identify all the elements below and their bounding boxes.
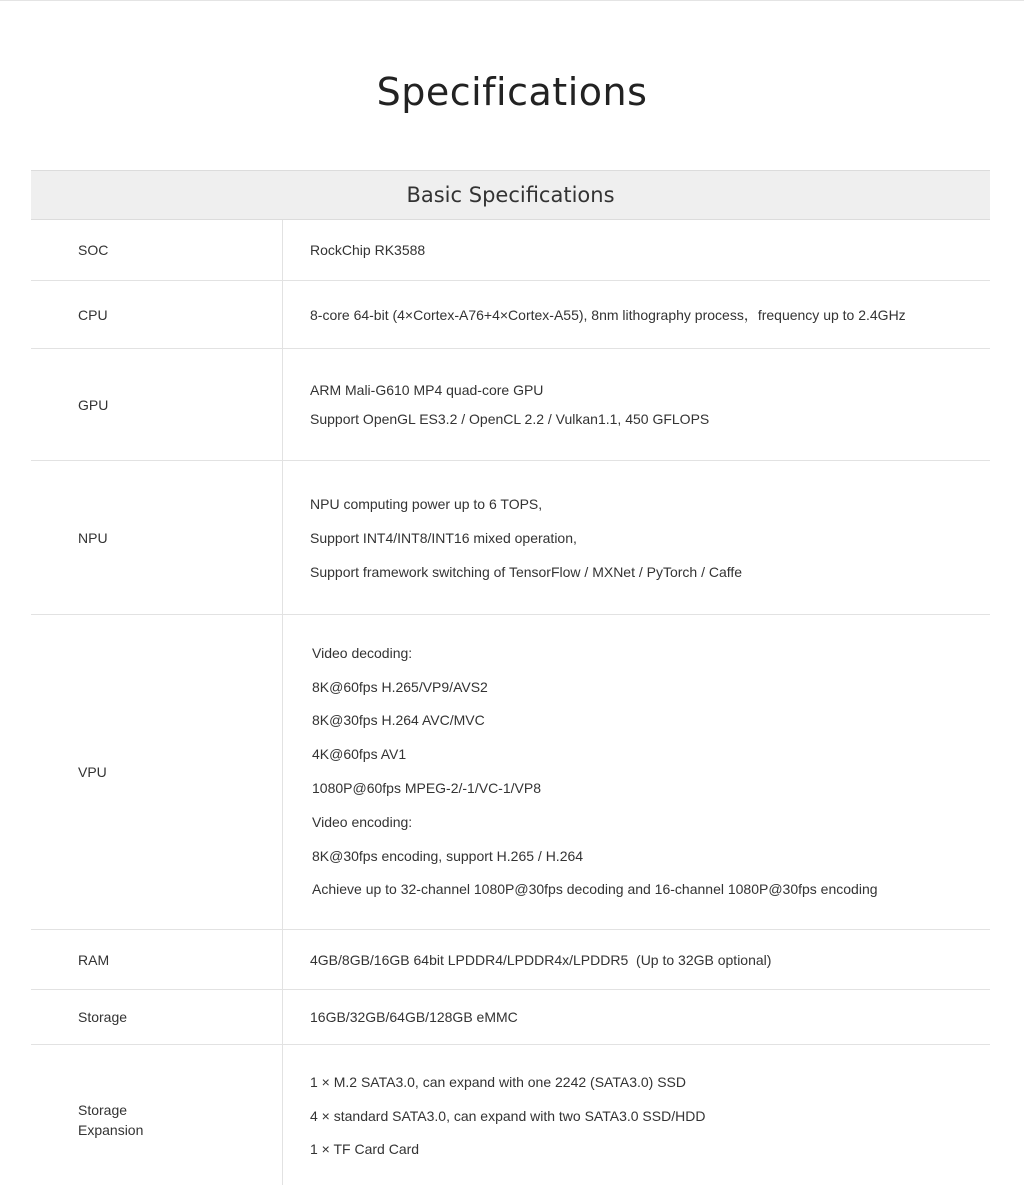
- spec-value-line: Support framework switching of TensorFlow / MXNet / PyTorch / Caffe: [310, 563, 743, 580]
- spec-row-npu: [31, 461, 990, 615]
- spec-value-line: 1 × M.2 SATA3.0, can expand with one 2242 (SATA3.0) SSD: [310, 1074, 686, 1090]
- spec-value-cell: [283, 1045, 990, 1185]
- spec-label: Storage Expansion: [78, 1102, 144, 1138]
- spec-value-line: RockChip RK3588: [310, 242, 426, 258]
- spec-value-line: NPU computing power up to 6 TOPS,: [310, 495, 543, 512]
- spec-label-cell: [31, 461, 283, 614]
- spec-value-cell: [283, 930, 990, 989]
- spec-value-line: 8K@30fps H.264 AVC/MVC: [312, 712, 485, 729]
- spec-row-ram: [31, 930, 990, 990]
- spec-row-vpu: [31, 615, 990, 930]
- spec-label-cell: [31, 930, 283, 989]
- section-header: Basic Specifications: [31, 170, 990, 220]
- spec-value-line: 4K@60fps AV1: [312, 746, 407, 763]
- spec-row-storage-expansion: [31, 1045, 990, 1185]
- spec-value-line: 8K@60fps H.265/VP9/AVS2: [312, 678, 488, 695]
- spec-label-cell: [31, 615, 283, 929]
- spec-value-line: ARM Mali-G610 MP4 quad-core GPU: [310, 381, 544, 398]
- spec-label: GPU: [78, 396, 109, 413]
- spec-value-line: 4 × standard SATA3.0, can expand with two SATA3.0 SSD/HDD: [310, 1107, 706, 1124]
- spec-value-line: 8K@30fps encoding, support H.265 / H.264: [312, 847, 584, 864]
- page-title: Specifications: [376, 70, 648, 114]
- spec-value-line: 1 × TF Card Card: [310, 1141, 420, 1157]
- spec-label-cell: [31, 281, 283, 348]
- spec-row-gpu: [31, 349, 990, 461]
- spec-label-cell: [31, 349, 283, 460]
- spec-value-cell: [283, 281, 990, 348]
- spec-value-line: 16GB/32GB/64GB/128GB eMMC: [310, 1009, 518, 1025]
- spec-label: NPU: [78, 529, 108, 546]
- spec-row-soc: [31, 220, 990, 281]
- spec-value-line: Video encoding:: [312, 813, 413, 830]
- spec-value-line: Achieve up to 32-channel 1080P@30fps decoding and 16-channel 1080P@30fps encoding: [312, 881, 878, 898]
- top-divider: [0, 0, 1024, 1]
- spec-label: CPU: [78, 306, 108, 323]
- spec-value-cell: [283, 220, 990, 280]
- spec-value-line: 1080P@60fps MPEG-2/-1/VC-1/VP8: [312, 780, 541, 796]
- spec-label-cell: [31, 1045, 283, 1185]
- spec-label: VPU: [78, 764, 107, 780]
- spec-value-line: Video decoding:: [312, 644, 413, 661]
- spec-value-cell: [283, 461, 990, 614]
- spec-row-storage: [31, 990, 990, 1045]
- spec-value-cell: [283, 615, 990, 929]
- spec-label: SOC: [78, 242, 109, 258]
- spec-value-cell: [283, 990, 990, 1044]
- spec-value-line: 4GB/8GB/16GB 64bit LPDDR4/LPDDR4x/LPDDR5 (Up to 32GB optional): [310, 951, 772, 968]
- spec-label-cell: [31, 220, 283, 280]
- spec-row-cpu: [31, 281, 990, 349]
- spec-label-cell: [31, 990, 283, 1044]
- spec-value-line: Support OpenGL ES3.2 / OpenCL 2.2 / Vulkan1.1, 450 GFLOPS: [310, 410, 710, 427]
- spec-label: Storage: [78, 1009, 128, 1025]
- spec-value-line: 8-core 64-bit (4×Cortex-A76+4×Cortex-A55), 8nm lithography process，frequency up to 2.4GHz: [310, 306, 906, 323]
- spec-value-cell: [283, 349, 990, 460]
- spec-label: RAM: [78, 951, 110, 968]
- spec-value-line: Support INT4/INT8/INT16 mixed operation,: [310, 529, 577, 546]
- spec-table: [31, 170, 990, 1185]
